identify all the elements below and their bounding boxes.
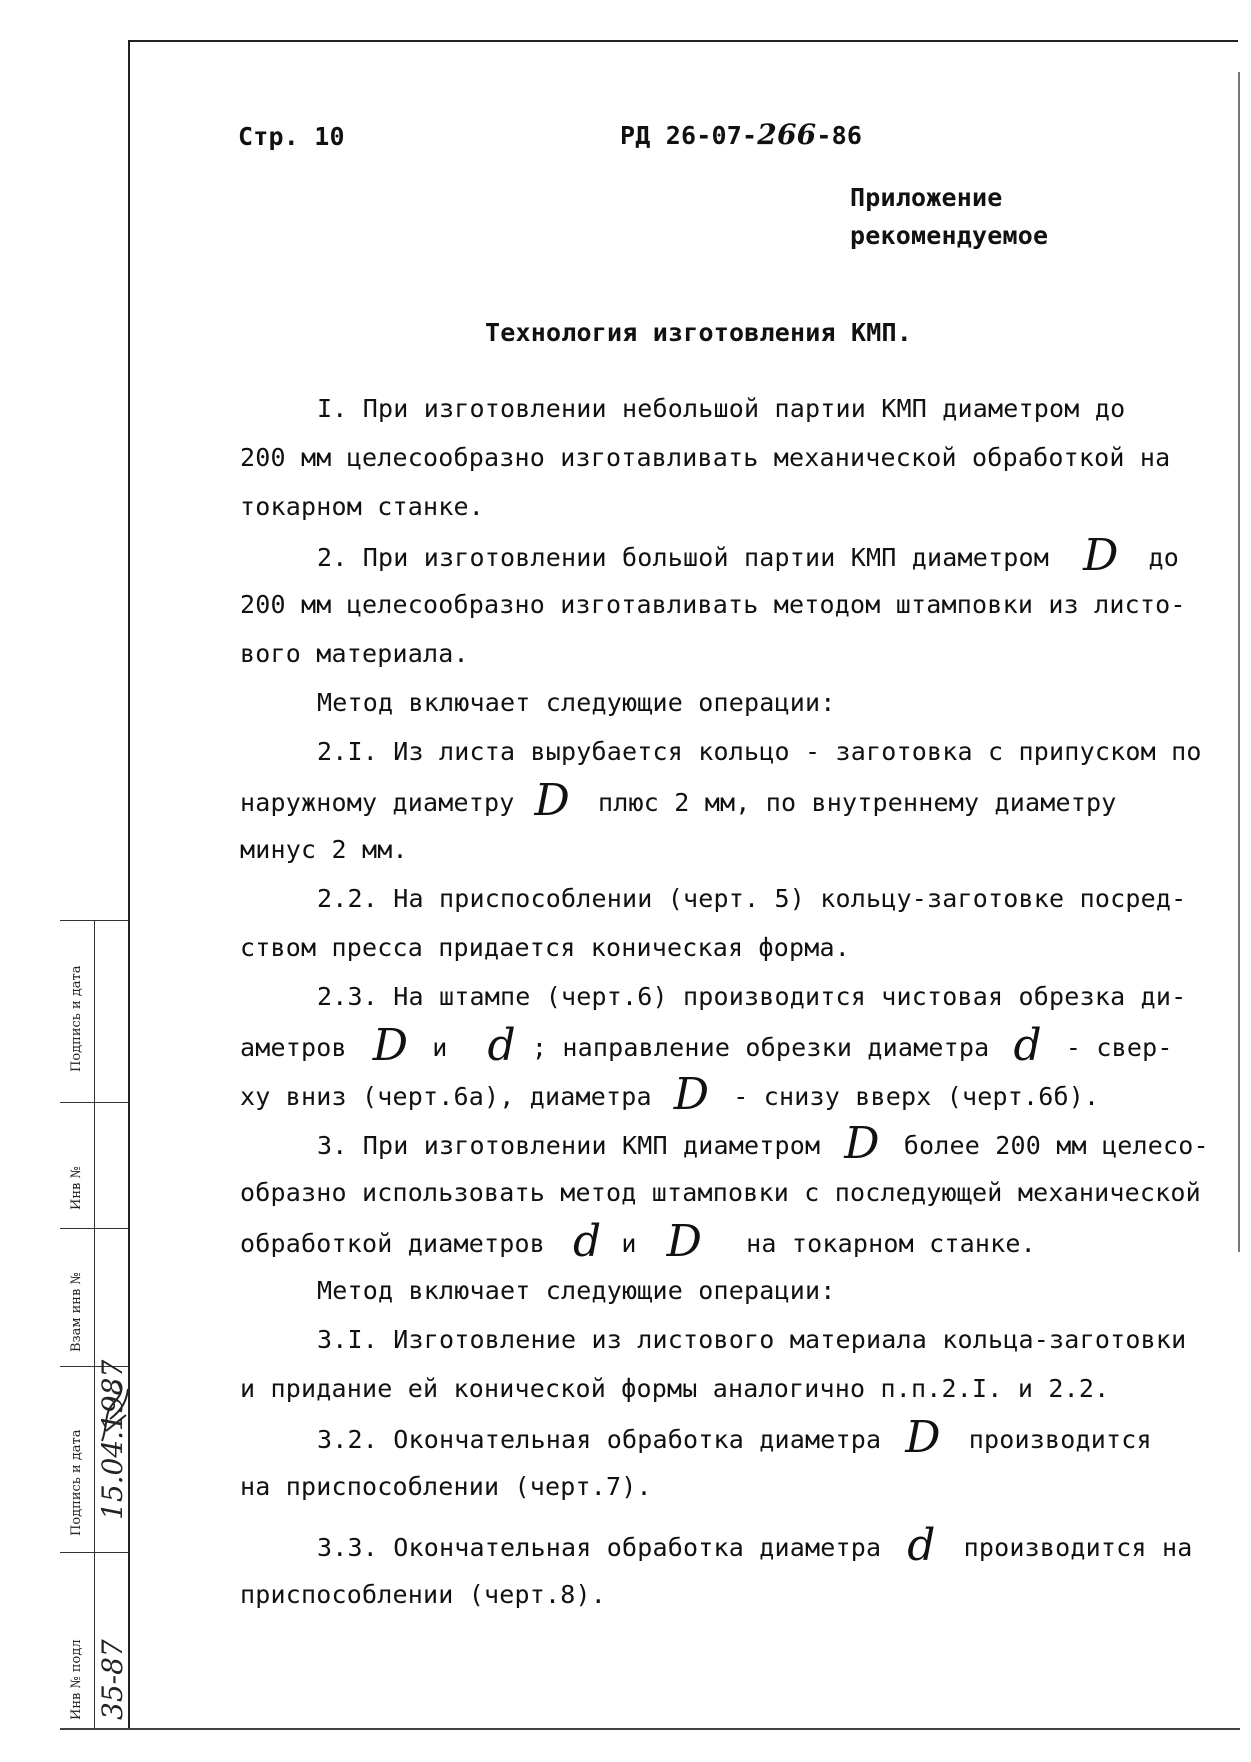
diameter-D-symbol: D (905, 1412, 941, 1463)
p21-line3: минус 2 мм. (240, 835, 408, 864)
p33-line2: приспособлении (черт.8). (240, 1580, 607, 1609)
appendix-type: рекомендуемое (850, 221, 1049, 250)
p22-line1: 2.2. На приспособлении (черт. 5) кольцу-заготовке посред- (317, 884, 1187, 913)
p31-line2: и придание ей конической формы аналогично п.п.2.I. и 2.2. (240, 1374, 1110, 1403)
stamp-inventory-number-label: Инв № (69, 1166, 84, 1210)
p3-line1-text: 3. При изготовлении КМП диаметром (317, 1131, 821, 1160)
p2-method-intro: Метод включает следующие операции: (317, 688, 836, 717)
diameter-D-symbol: D (844, 1118, 880, 1169)
p23-line2-and: и (432, 1033, 448, 1062)
p23-line2-direction: ; направление обрезки диаметра (531, 1033, 990, 1062)
diameter-D-symbol: D (666, 1216, 703, 1267)
appendix-label: Приложение (850, 183, 1003, 212)
p23-line3 (240, 1069, 1100, 1120)
document-code-number: 266 (757, 118, 817, 151)
p33-line1-end: производится на (963, 1533, 1193, 1562)
p33-line1-text: 3.3. Окончательная обработка диаметра (317, 1533, 882, 1562)
frame-bottom-border (60, 1728, 1240, 1730)
p23-line3-end: - снизу вверх (черт.6б). (733, 1082, 1100, 1111)
stamp-signature-date-value: 15.04.1987 (96, 1359, 129, 1520)
diameter-d-symbol: d (1013, 1020, 1042, 1071)
p3-line3-and: и (621, 1229, 637, 1258)
document-code-prefix: РД 26-07- (620, 121, 758, 150)
p21-line2-end: плюс 2 мм, по внутреннему диаметру (598, 788, 1117, 817)
p3-line3-end: на токарном станке. (746, 1229, 1036, 1258)
p3-line1-end: более 200 мм целесо- (903, 1131, 1209, 1160)
diameter-D-symbol: D (1083, 530, 1119, 581)
p32-line2: на приспособлении (черт.7). (240, 1472, 652, 1501)
p23-line2 (240, 1020, 1173, 1071)
stamp-divider (60, 1228, 128, 1229)
p32-line1-end: производится (968, 1425, 1152, 1454)
page-number: Стр. 10 (238, 122, 345, 151)
p23-line2-text: аметров (240, 1033, 347, 1062)
p3-line3-text: обработкой диаметров (240, 1229, 546, 1258)
p3-line1 (317, 1118, 1209, 1169)
p23-line1: 2.3. На штампе (черт.6) производится чистовая обрезка ди- (317, 982, 1187, 1011)
document-code (620, 120, 862, 151)
p32-line1 (317, 1412, 1152, 1463)
p21-line1: 2.I. Из листа вырубается кольцо - заготовка с припуском по (317, 737, 1202, 766)
p2-line1 (317, 530, 1180, 581)
p21-line2-text: наружному диаметру (240, 788, 515, 817)
p21-line2 (240, 775, 1117, 826)
side-stamp (60, 920, 128, 1728)
stamp-original-inventory-label: Инв № подл (69, 1639, 84, 1720)
diameter-d-symbol: d (487, 1020, 516, 1071)
p1-line3: токарном станке. (240, 492, 485, 521)
diameter-d-symbol: d (907, 1520, 936, 1571)
document-code-suffix: -86 (816, 121, 863, 150)
handwritten-signature (98, 1375, 132, 1445)
p1-line1: I. При изготовлении небольшой партии КМП диаметром до (317, 394, 1126, 423)
p22-line2: ством пресса придается коническая форма. (240, 933, 851, 962)
stamp-divider (60, 920, 128, 921)
stamp-original-inventory-value: 35-87 (96, 1639, 129, 1720)
p23-line3-text: ху вниз (черт.6а), диаметра (240, 1082, 652, 1111)
diameter-D-symbol: D (534, 775, 571, 826)
p23-line2-end: - свер- (1065, 1033, 1173, 1062)
stamp-divider (60, 1102, 128, 1103)
p31-line1: 3.I. Изготовление из листового материала кольца-заготовки (317, 1325, 1187, 1354)
p2-line3: вого материала. (240, 639, 469, 668)
p3-line3 (240, 1216, 1036, 1267)
diameter-D-symbol: D (372, 1020, 409, 1071)
stamp-signature-date-label: Подпись и дата (69, 965, 84, 1072)
p2-line2: 200 мм целесообразно изготавливать методом штамповки из листо- (240, 590, 1186, 619)
diameter-d-symbol: d (573, 1216, 602, 1267)
p3-method-intro: Метод включает следующие операции: (317, 1276, 836, 1305)
p33-line1 (317, 1520, 1193, 1571)
stamp-divider (60, 1552, 128, 1553)
p3-line2: образно использовать метод штамповки с последующей механической (240, 1178, 1201, 1207)
p2-line1-end: до (1148, 543, 1180, 572)
p1-line2: 200 мм целесообразно изготавливать механической обработкой на (240, 443, 1171, 472)
section-title: Технология изготовления КМП. (485, 318, 913, 347)
stamp-signature-date-label: Подпись и дата (69, 1429, 84, 1536)
diameter-D-symbol: D (673, 1069, 710, 1120)
frame-top-border (128, 40, 1238, 42)
stamp-replacement-inventory-label: Взам инв № (69, 1272, 84, 1352)
p2-line1-text: 2. При изготовлении большой партии КМП диаметром (317, 543, 1050, 572)
frame-right-border (1238, 72, 1240, 1252)
p32-line1-text: 3.2. Окончательная обработка диаметра (317, 1425, 882, 1454)
